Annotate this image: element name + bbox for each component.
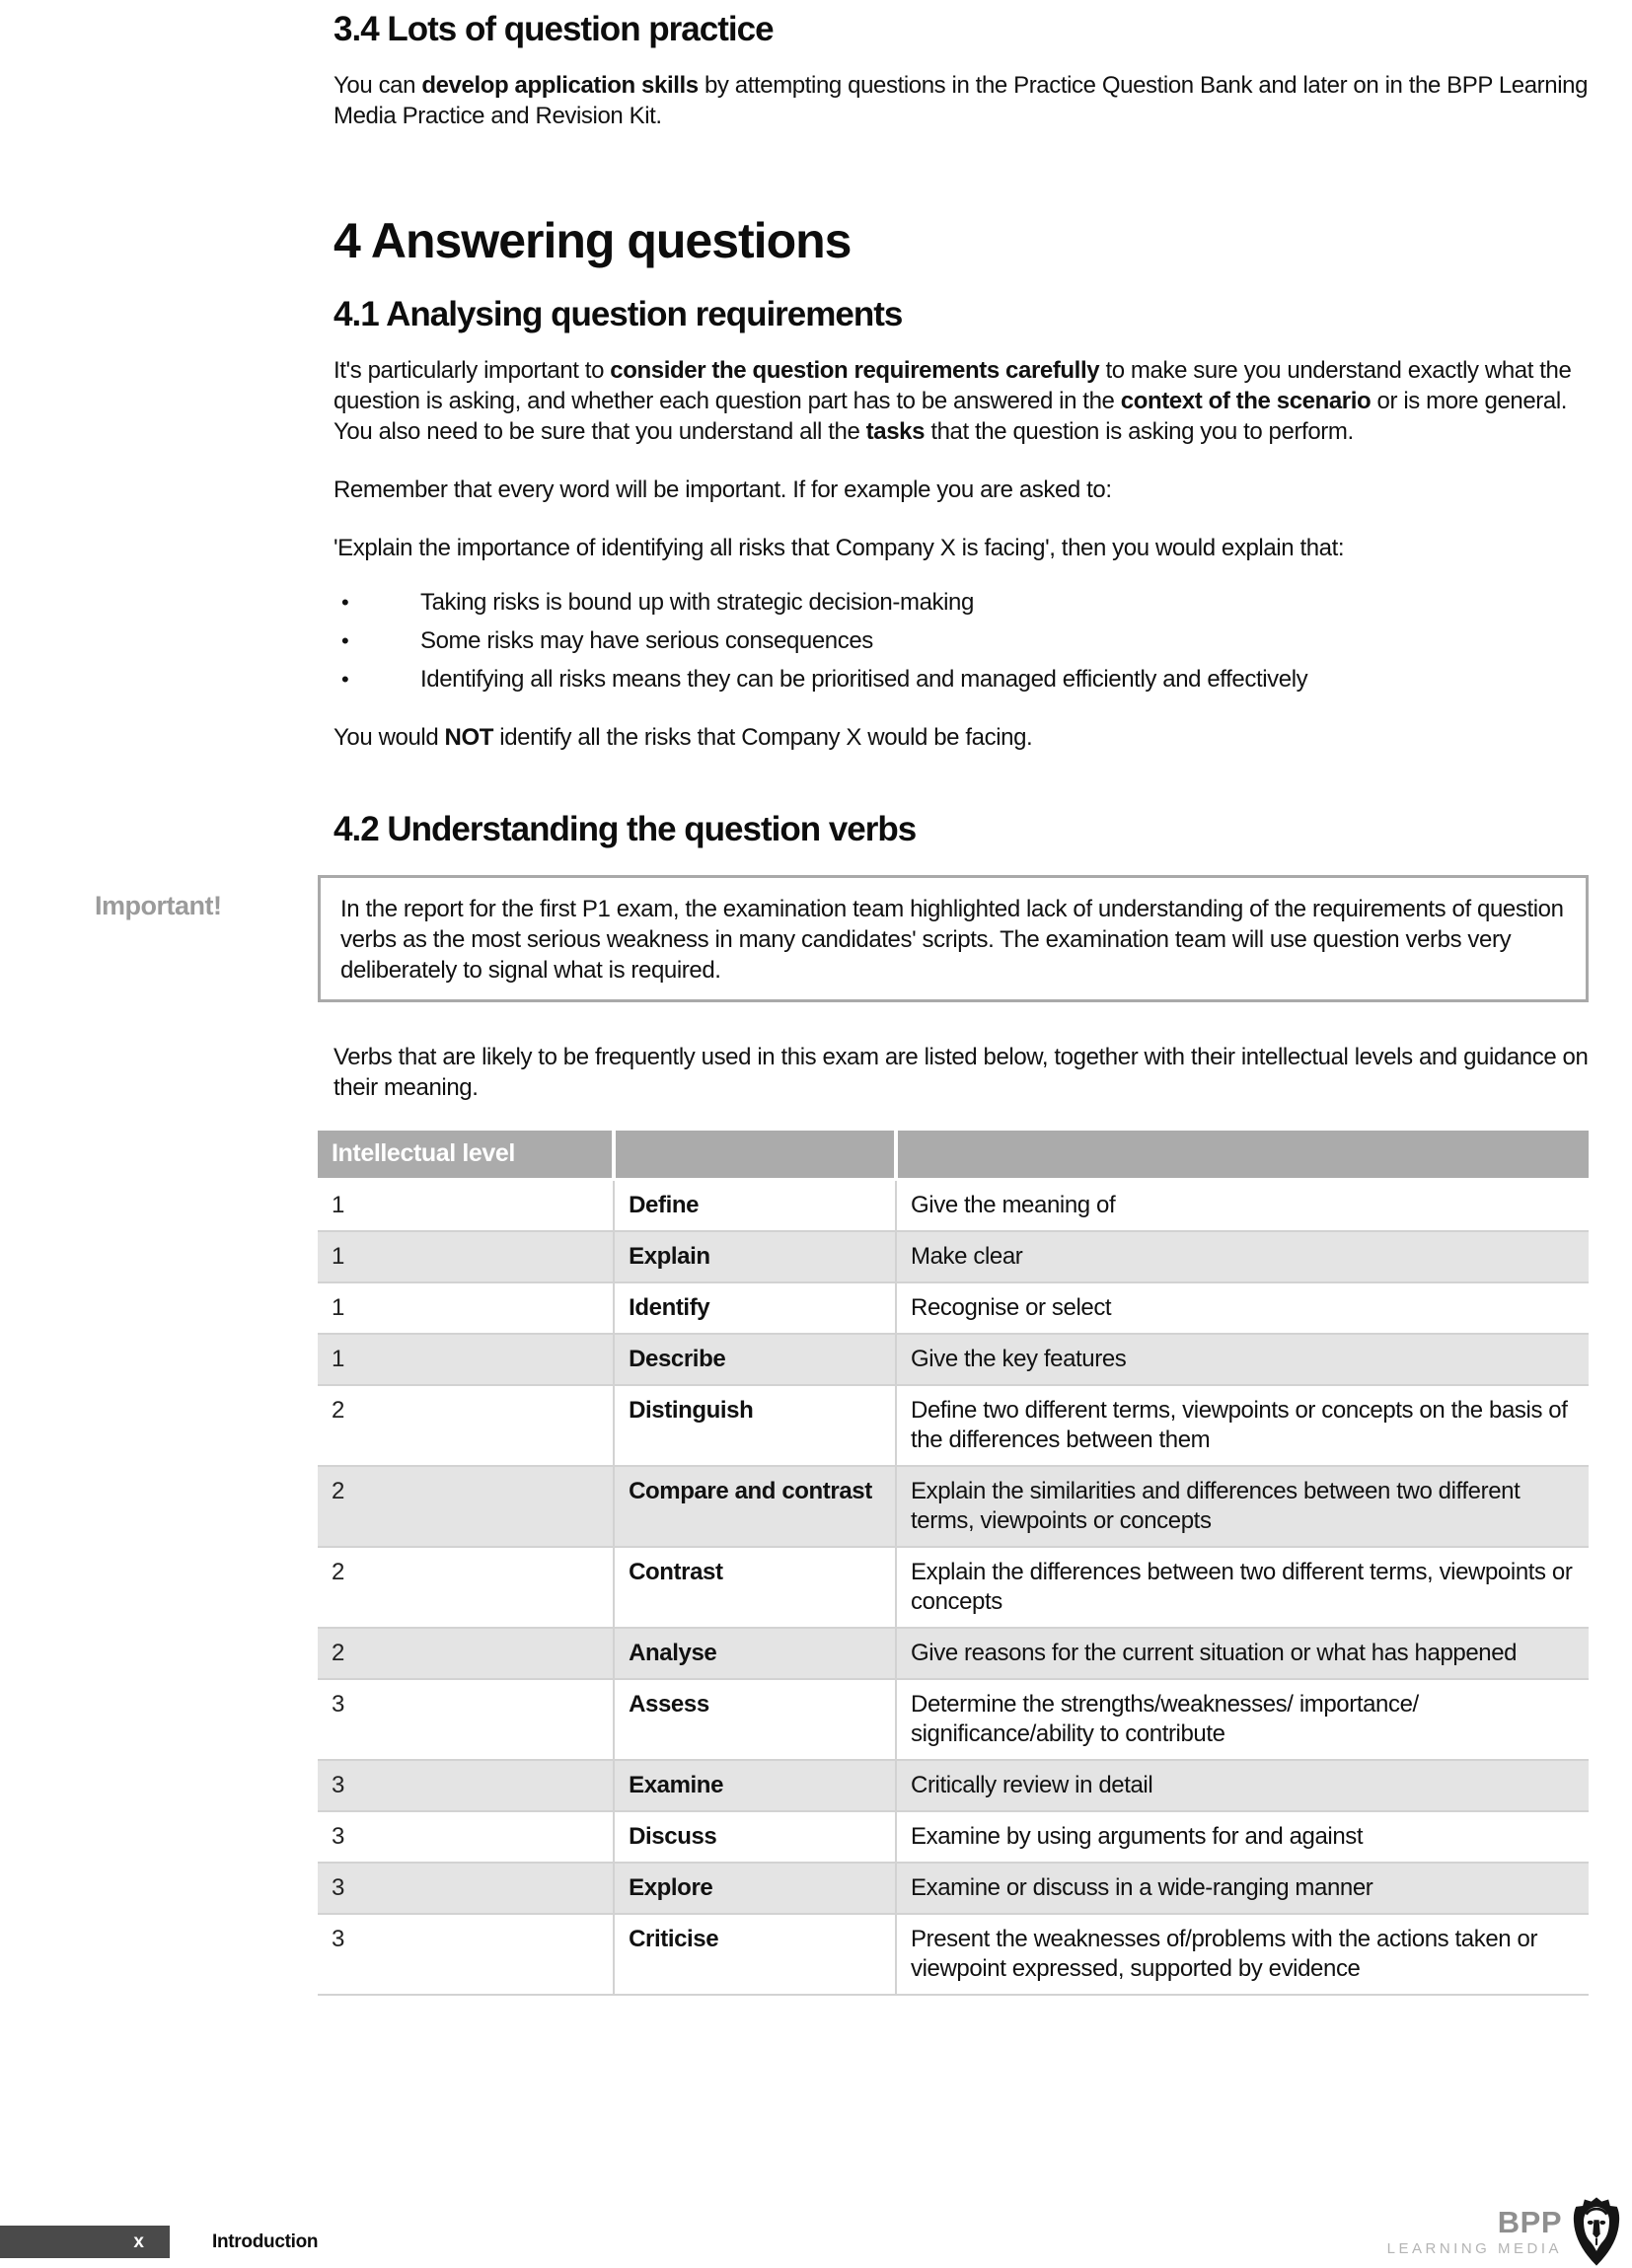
paragraph-not-identify: You would NOT identify all the risks that Company X would be facing.: [334, 724, 1033, 752]
paragraph-question-practice: You can develop application skills by attempting questions in the Practice Question Bank and later on in the BPP Learning Media Practice and Revision Kit.: [334, 72, 1589, 130]
cell-level: 2: [318, 1547, 614, 1628]
key-point-box: [318, 875, 1589, 1002]
footer-section-label: Introduction: [212, 2231, 319, 2252]
cell-level: 1: [318, 1282, 614, 1334]
heading-3-4: 3.4 Lots of question practice: [334, 10, 774, 48]
important-margin-note: Important!: [95, 890, 222, 920]
bpp-lion-shield-logo: [1571, 2196, 1622, 2267]
cell-meaning: Examine by using arguments for and against: [896, 1811, 1589, 1863]
cell-level: 3: [318, 1863, 614, 1914]
cell-verb: Contrast: [614, 1547, 896, 1628]
table-row: [318, 1179, 1589, 1231]
table-row: [318, 1282, 1589, 1334]
cell-meaning: Make clear: [896, 1231, 1589, 1282]
cell-level: 3: [318, 1760, 614, 1811]
page-number: x: [133, 2231, 144, 2252]
cell-verb: Distinguish: [614, 1385, 896, 1466]
risk-bullet-list: [334, 587, 1589, 695]
cell-meaning: Explain the similarities and differences between two different terms, viewpoints or concepts: [896, 1466, 1589, 1547]
bpp-brand-text: [1386, 2205, 1562, 2257]
bpp-brand: [1387, 2196, 1622, 2267]
cell-meaning: Give the key features: [896, 1334, 1589, 1385]
table-row: [318, 1679, 1589, 1760]
cell-level: 3: [318, 1914, 614, 1995]
cell-level: 1: [332, 1191, 344, 1218]
list-item: [341, 587, 1589, 618]
cell-verb: Discuss: [614, 1811, 896, 1863]
bullet-icon: •: [341, 590, 349, 616]
column-header-verb: [614, 1131, 896, 1180]
cell-verb: Criticise: [614, 1914, 896, 1995]
cell-level: 2: [318, 1385, 614, 1466]
important-section: [95, 875, 1589, 1002]
cell-meaning: Define two different terms, viewpoints or concepts on the basis of the differences between them: [896, 1385, 1589, 1466]
learning-media-label: LEARNING MEDIA: [1386, 2240, 1562, 2257]
table-row: [318, 1385, 1589, 1466]
paragraph-verbs-intro: Verbs that are likely to be frequently used in this exam are listed below, together with their intellectual levels and guidance on their meaning.: [334, 1043, 1589, 1101]
key-point-text: In the report for the first P1 exam, the examination team highlighted lack of understanding of the requirements of question verbs as the most serious weakness in many candidates' scripts. The examination team will use question verbs very deliberately to signal what is required.: [340, 895, 1564, 984]
cell-meaning: Give reasons for the current situation or what has happened: [896, 1628, 1589, 1679]
list-item-text: Identifying all risks means they can be prioritised and managed efficiently and effectively: [420, 666, 1308, 694]
heading-4-2: 4.2 Understanding the question verbs: [334, 810, 917, 849]
table-row: [318, 1334, 1589, 1385]
table-row: [318, 1231, 1589, 1282]
cell-meaning: Present the weaknesses of/problems with the actions taken or viewpoint expressed, supported by evidence: [896, 1914, 1589, 1995]
cell-verb: Compare and contrast: [614, 1466, 896, 1547]
list-item: [341, 625, 1589, 656]
table-row: [318, 1628, 1589, 1679]
paragraph-remember: Remember that every word will be important. If for example you are asked to:: [334, 476, 1112, 504]
cell-verb: Define: [614, 1179, 896, 1231]
paragraph-explain-quote: 'Explain the importance of identifying all risks that Company X is facing', then you would explain that:: [334, 535, 1345, 562]
bullet-icon: •: [341, 667, 349, 693]
cell-level: 2: [318, 1466, 614, 1547]
table-row: [318, 1547, 1589, 1628]
cell-verb: Explore: [614, 1863, 896, 1914]
bullet-icon: •: [341, 628, 349, 654]
table-row: [318, 1811, 1589, 1863]
column-header-intellectual-level: Intellectual level: [318, 1131, 614, 1180]
cell-level: 1: [318, 1231, 614, 1282]
cell-level: 2: [318, 1628, 614, 1679]
cell-meaning: Critically review in detail: [896, 1760, 1589, 1811]
cell-meaning: Explain the differences between two different terms, viewpoints or concepts: [896, 1547, 1589, 1628]
cell-verb: Describe: [614, 1334, 896, 1385]
cell-level: 1: [318, 1334, 614, 1385]
cell-verb: Examine: [614, 1760, 896, 1811]
list-item: [341, 664, 1589, 695]
column-header-meaning: [896, 1131, 1589, 1180]
cell-meaning: Recognise or select: [896, 1282, 1589, 1334]
cell-meaning: Determine the strengths/weaknesses/ importance/ significance/ability to contribute: [896, 1679, 1589, 1760]
table-row: [318, 1914, 1589, 1995]
cell-meaning: Give the meaning of: [896, 1179, 1589, 1231]
cell-verb: Assess: [614, 1679, 896, 1760]
question-verbs-table: [318, 1131, 1589, 1996]
list-item-text: Some risks may have serious consequences: [420, 627, 873, 655]
heading-4-1: 4.1 Analysing question requirements: [334, 295, 903, 334]
table-header-row: [318, 1131, 1589, 1180]
cell-verb: Identify: [614, 1282, 896, 1334]
table-row: [318, 1466, 1589, 1547]
heading-4: 4 Answering questions: [334, 213, 852, 269]
cell-meaning: Examine or discuss in a wide-ranging manner: [896, 1863, 1589, 1914]
bpp-wordmark: BPP: [1497, 2205, 1562, 2239]
list-item-text: Taking risks is bound up with strategic decision-making: [420, 589, 974, 617]
page-number-block: [0, 2226, 170, 2258]
cell-level: 3: [318, 1679, 614, 1760]
cell-verb: Analyse: [614, 1628, 896, 1679]
paragraph-analysing-requirements: It's particularly important to consider the question requirements carefully to make sure you understand exactly what the question is asking, and whether each question part has to be answered in the context of the scenario or is more general. You also need to be sure that you understand all the tasks that the question is asking you to perform.: [334, 357, 1572, 446]
table-row: [318, 1863, 1589, 1914]
cell-verb: Explain: [614, 1231, 896, 1282]
table-row: [318, 1760, 1589, 1811]
cell-level: 3: [318, 1811, 614, 1863]
